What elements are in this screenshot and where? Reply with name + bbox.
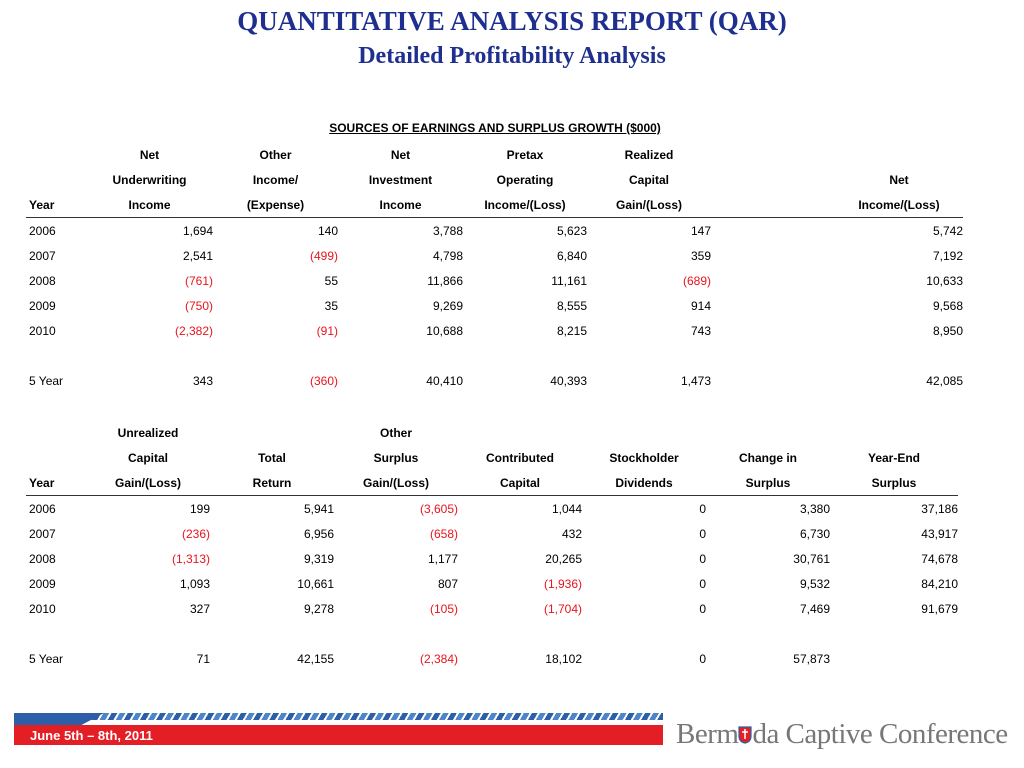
column-header: Year [26, 470, 86, 496]
column-header [458, 420, 582, 445]
table-cell: 11,866 [427, 273, 463, 288]
column-header: Unrealized [117, 425, 179, 440]
column-header [26, 445, 86, 470]
column-header: Capital [628, 172, 669, 187]
row-label: 2006 [29, 223, 56, 238]
table-cell: 11,161 [551, 273, 587, 288]
column-header [26, 167, 86, 192]
conference-name-part1: Berm [676, 718, 739, 750]
table-cell: (360) [309, 373, 338, 388]
table-cell: 1,093 [179, 576, 210, 591]
footer-date: June 5th – 8th, 2011 [30, 728, 153, 743]
row-label: 2006 [29, 501, 56, 516]
table-row [26, 546, 958, 571]
row-label: 2008 [29, 273, 56, 288]
table-cell: 4,798 [432, 248, 463, 263]
column-header: Income [86, 192, 213, 218]
table-cell: 55 [324, 273, 338, 288]
table-cell: 10,633 [926, 273, 963, 288]
column-header: Gain/(Loss) [587, 192, 711, 218]
conference-name-part2: da Captive Conference [752, 718, 1008, 750]
column-header [210, 420, 334, 445]
table-cell: 10,661 [297, 576, 334, 591]
bermuda-crest-icon [738, 726, 752, 744]
table-cell: 5,742 [932, 223, 963, 238]
table-cell: 0 [699, 551, 706, 566]
row-label: 2007 [29, 248, 56, 263]
column-header: Capital [127, 450, 168, 465]
table-cell: 0 [699, 576, 706, 591]
table-cell: 140 [317, 223, 338, 238]
table-cell: 9,532 [799, 576, 830, 591]
table-cell [711, 368, 835, 393]
table-row [26, 243, 963, 268]
table-cell: (750) [184, 298, 213, 313]
table-cell: 6,956 [303, 526, 334, 541]
table-cell: 359 [690, 248, 711, 263]
table1-header-row [26, 142, 963, 167]
table-cell: (236) [181, 526, 210, 541]
column-header: Year [26, 192, 86, 218]
column-header: Surplus [706, 470, 830, 496]
column-header [830, 420, 958, 445]
table-cell: 432 [561, 526, 582, 541]
table-cell: 74,678 [921, 551, 958, 566]
report-subtitle: Detailed Profitability Analysis [358, 43, 666, 69]
column-header: (Expense) [213, 192, 338, 218]
column-header: Gain/(Loss) [86, 470, 210, 496]
table-row [26, 368, 963, 393]
table-cell: 0 [699, 526, 706, 541]
table-cell: (2,382) [174, 323, 213, 338]
table-cell: (689) [682, 273, 711, 288]
row-label [26, 343, 86, 368]
row-label: 5 Year [29, 651, 64, 666]
row-label [26, 621, 86, 646]
column-header: Net [889, 172, 909, 187]
column-header [706, 420, 830, 445]
table-cell [830, 646, 958, 671]
table-cell: 8,215 [556, 323, 587, 338]
column-header: Income/(Loss) [463, 192, 587, 218]
column-header: Realized [624, 147, 674, 162]
table2-header-row [26, 420, 958, 445]
table-cell: 9,568 [932, 298, 963, 313]
footer-stripe [14, 713, 663, 720]
column-header: Net [139, 147, 160, 162]
table-cell: 5,623 [556, 223, 587, 238]
table-cell: 9,269 [432, 298, 463, 313]
table-cell [587, 343, 711, 368]
column-header: Year-End [867, 450, 921, 465]
table-cell [711, 318, 835, 343]
column-header: Surplus [373, 450, 419, 465]
column-header [711, 192, 835, 218]
table-cell [463, 343, 587, 368]
table-row [26, 318, 963, 343]
table-cell: 0 [699, 651, 706, 666]
row-label: 2009 [29, 576, 56, 591]
table-cell [210, 621, 334, 646]
column-header: Gain/(Loss) [334, 470, 458, 496]
table-cell: 6,730 [799, 526, 830, 541]
table-cell: 1,473 [680, 373, 711, 388]
table-cell: 8,555 [556, 298, 587, 313]
table-cell: (761) [184, 273, 213, 288]
table-cell: 199 [189, 501, 210, 516]
table-row [26, 293, 963, 318]
column-header: Change in [738, 450, 797, 465]
table-cell: 10,688 [426, 323, 463, 338]
table-cell [458, 621, 582, 646]
table-row [26, 621, 958, 646]
conference-logo [676, 718, 1008, 751]
footer-stripe-accent [14, 713, 104, 725]
table-cell: 0 [699, 501, 706, 516]
table-cell: 30,761 [793, 551, 830, 566]
table-cell: 84,210 [921, 576, 958, 591]
row-label: 2008 [29, 551, 56, 566]
column-header: Pretax [506, 147, 544, 162]
table-cell: 147 [690, 223, 711, 238]
row-label: 2010 [29, 601, 56, 616]
table-cell: 42,085 [926, 373, 963, 388]
row-label: 2007 [29, 526, 56, 541]
table-cell: 42,155 [297, 651, 334, 666]
table-cell: (499) [309, 248, 338, 263]
column-header [582, 420, 706, 445]
table1-header-row [26, 167, 963, 192]
table-cell: 91,679 [921, 601, 958, 616]
table-cell [86, 621, 210, 646]
column-header [26, 420, 86, 445]
column-header: Underwriting [112, 172, 187, 187]
table-row [26, 496, 958, 522]
table-cell: 343 [192, 373, 213, 388]
column-header [835, 142, 963, 167]
table-cell [706, 621, 830, 646]
table-cell: 37,186 [921, 501, 958, 516]
table2-header-row [26, 470, 958, 496]
column-header: Capital [458, 470, 582, 496]
column-header: Other [379, 425, 412, 440]
row-label: 2010 [29, 323, 56, 338]
report-title: QUANTITATIVE ANALYSIS REPORT (QAR) [237, 6, 787, 36]
table2-header-row [26, 445, 958, 470]
table-cell: 8,950 [932, 323, 963, 338]
table-cell: 3,380 [799, 501, 830, 516]
table-cell [711, 343, 835, 368]
column-header [711, 167, 835, 192]
column-header: Total [258, 450, 286, 465]
table-cell: 40,410 [426, 373, 463, 388]
table-cell: 6,840 [556, 248, 587, 263]
earnings-table [26, 142, 963, 393]
table-cell: 57,873 [793, 651, 830, 666]
table-cell [711, 243, 835, 268]
table-cell [86, 343, 213, 368]
footer-date-bar [14, 725, 663, 745]
section-title: SOURCES OF EARNINGS AND SURPLUS GROWTH ($000) [329, 121, 661, 135]
table-cell: 40,393 [550, 373, 587, 388]
table-cell [711, 293, 835, 318]
row-label: 2009 [29, 298, 56, 313]
table-cell [582, 621, 706, 646]
column-header: Income [338, 192, 463, 218]
table-cell: 9,319 [303, 551, 334, 566]
table-cell: 7,469 [799, 601, 830, 616]
column-header: Operating [496, 172, 554, 187]
table-row [26, 521, 958, 546]
table-cell: 807 [437, 576, 458, 591]
table-cell [334, 621, 458, 646]
table-cell: (2,384) [419, 651, 458, 666]
table-cell: 9,278 [303, 601, 334, 616]
column-header: Income/ [252, 172, 299, 187]
table-cell: (1,936) [543, 576, 582, 591]
table-cell: 18,102 [545, 651, 582, 666]
table-cell [338, 343, 463, 368]
table-cell: 20,265 [545, 551, 582, 566]
table-cell: 1,694 [182, 223, 213, 238]
surplus-table [26, 420, 958, 671]
table-cell: 3,788 [432, 223, 463, 238]
table-row [26, 646, 958, 671]
table-cell [213, 343, 338, 368]
table-cell: 5,941 [303, 501, 334, 516]
table-cell [711, 218, 835, 244]
table-cell: 743 [690, 323, 711, 338]
table1-header-row [26, 192, 963, 218]
table-cell [835, 343, 963, 368]
table-cell: 1,044 [551, 501, 582, 516]
table-row [26, 596, 958, 621]
column-header: Income/(Loss) [835, 192, 963, 218]
table-cell: 1,177 [427, 551, 458, 566]
table-cell: 914 [690, 298, 711, 313]
table-cell: 2,541 [182, 248, 213, 263]
table-cell: (3,605) [419, 501, 458, 516]
column-header [711, 142, 835, 167]
row-label: 5 Year [29, 373, 64, 388]
table-cell [830, 621, 958, 646]
table-cell: 327 [189, 601, 210, 616]
table-cell [711, 268, 835, 293]
column-header: Return [210, 470, 334, 496]
table-cell: 71 [196, 651, 210, 666]
column-header: Investment [368, 172, 433, 187]
table-row [26, 218, 963, 244]
table-cell: 43,917 [921, 526, 958, 541]
table-cell: (1,704) [543, 601, 582, 616]
column-header: Dividends [582, 470, 706, 496]
table-cell: 7,192 [932, 248, 963, 263]
column-header: Contributed [486, 450, 554, 465]
table-cell: (91) [316, 323, 338, 338]
table-cell: (105) [429, 601, 458, 616]
table-cell: 0 [699, 601, 706, 616]
table-cell: (658) [429, 526, 458, 541]
column-header: Other [259, 147, 292, 162]
table-row [26, 343, 963, 368]
column-header: Net [390, 147, 411, 162]
table-row [26, 571, 958, 596]
column-header [26, 142, 86, 167]
column-header: Surplus [830, 470, 958, 496]
table-cell: 35 [324, 298, 338, 313]
table-row [26, 268, 963, 293]
table-cell: (1,313) [171, 551, 210, 566]
column-header: Stockholder [609, 450, 679, 465]
